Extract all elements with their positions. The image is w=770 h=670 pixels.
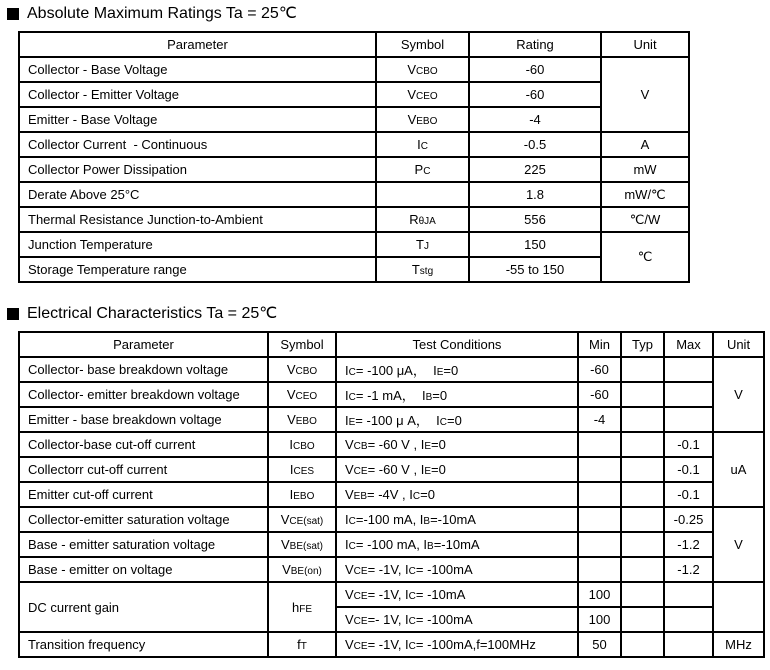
table-cell: PC [376,157,469,182]
subscript: C [408,616,416,627]
table-cell: Collectorr cut-off current [19,457,268,482]
table-cell: VCEO [268,382,336,407]
subscript: BE(on) [290,566,322,577]
table-cell: fT [268,632,336,657]
subscript: C [348,392,356,403]
electrical-characteristics-table [18,331,765,658]
subscript: B [423,516,431,527]
table-row [19,257,689,282]
table-row [19,482,764,507]
table-cell: Collector-emitter saturation voltage [19,507,268,532]
table-cell: VCE= -60 V , IE=0 [336,457,578,482]
table-cell: Tstg [376,257,469,282]
table-cell [578,532,621,557]
subscript: CEO [295,391,318,402]
table-cell: -4 [469,107,601,132]
table-cell: Junction Temperature [19,232,376,257]
column-header: Parameter [19,332,268,357]
table-row [19,232,689,257]
subscript: B [427,541,434,552]
table-cell: -0.25 [664,507,713,532]
table-cell: -1.2 [664,557,713,582]
subscript: E [424,466,431,477]
table-cell: VEB= -4V , IC=0 [336,482,578,507]
subscript: CE [353,466,368,477]
table-row [19,457,764,482]
table-cell: ℃/W [601,207,689,232]
subscript: C [348,367,356,378]
table-cell: IC= -100 mA, IB=-10mA [336,532,578,557]
table-cell: 50 [578,632,621,657]
table-cell: Transition frequency [19,632,268,657]
black-square-bullet-icon [7,8,19,20]
table-cell: Emitter - base breakdown voltage [19,407,268,432]
subscript: C [408,566,416,577]
table-cell [621,357,664,382]
column-header: Rating [469,32,601,57]
subscript: CBO [295,366,318,377]
subscript: C [439,417,447,428]
table-cell: ℃ [601,232,689,282]
table-cell: VCEO [376,82,469,107]
subscript: C [420,141,428,152]
column-header: Parameter [19,32,376,57]
table-row [19,432,764,457]
table-cell [376,182,469,207]
table-cell [713,582,764,632]
table-cell [578,432,621,457]
column-header: Symbol [376,32,469,57]
table-cell [621,607,664,632]
table-cell [621,532,664,557]
table-cell: VBE(on) [268,557,336,582]
table-cell: MHz [713,632,764,657]
subscript: E [436,367,444,378]
table-cell: VCE= -1V, IC= -100mA,f=100MHz [336,632,578,657]
column-header: Symbol [268,332,336,357]
table-cell: 100 [578,582,621,607]
subscript: B [425,392,433,403]
table-cell [621,382,664,407]
header-row [19,32,689,57]
black-square-bullet-icon [7,308,19,320]
table-cell: 556 [469,207,601,232]
table-row [19,207,689,232]
table-cell [578,457,621,482]
table-cell [621,582,664,607]
absolute-maximum-ratings-table [18,31,690,283]
subscript: θJA [418,216,436,227]
table-cell: ICBO [268,432,336,457]
table-cell [664,357,713,382]
subscript: CE [353,591,368,602]
table-cell: VCE(sat) [268,507,336,532]
table-cell [664,382,713,407]
table-cell: Base - emitter saturation voltage [19,532,268,557]
subscript: C [348,516,356,527]
table-cell: VCE= -1V, IC= -10mA [336,582,578,607]
table-row [19,357,764,382]
table-cell: uA [713,432,764,507]
column-header: Unit [713,332,764,357]
table-row [19,57,689,82]
table-row [19,107,689,132]
table-row [19,157,689,182]
subscript: E [348,417,356,428]
table-cell: Derate Above 25°C [19,182,376,207]
subscript: C [408,641,416,652]
table-row [19,382,764,407]
subscript: EB [353,491,368,502]
subscript: J [423,241,429,252]
subscript: C [408,591,416,602]
table-cell [621,507,664,532]
table-cell: Storage Temperature range [19,257,376,282]
table-row [19,182,689,207]
table-cell [578,507,621,532]
table-cell: DC current gain [19,582,268,632]
table-cell [664,407,713,432]
subscript: EBO [293,491,315,502]
subscript: CE(sat) [289,516,324,527]
table-cell: V [601,57,689,132]
table-cell: Collector Power Dissipation [19,157,376,182]
column-header: Test Conditions [336,332,578,357]
table-cell: -4 [578,407,621,432]
section-title-absolute-maximum-ratings [7,5,770,23]
table-cell: mW/℃ [601,182,689,207]
table-row [19,532,764,557]
column-header: Max [664,332,713,357]
table-cell: VCB= -60 V , IE=0 [336,432,578,457]
table-cell: Base - emitter on voltage [19,557,268,582]
table-cell: RθJA [376,207,469,232]
column-header: Unit [601,32,689,57]
table-cell: -55 to 150 [469,257,601,282]
table-cell [578,557,621,582]
subscript: CEO [416,91,438,102]
table-cell: VEBO [376,107,469,132]
table-cell: -0.1 [664,457,713,482]
table-cell: IC= -100 μA， IE=0 [336,357,578,382]
subscript: EBO [416,116,438,127]
section-title-text: Absolute Maximum Ratings Ta = 25℃ [27,5,297,22]
table-cell: IC= -1 mA， IB=0 [336,382,578,407]
table-cell [664,632,713,657]
section-title-text: Electrical Characteristics Ta = 25℃ [27,305,278,322]
subscript: CB [353,441,368,452]
subscript: CBO [292,441,315,452]
table-row [19,407,764,432]
table-cell [621,632,664,657]
table-cell: 100 [578,607,621,632]
table-cell: ICES [268,457,336,482]
table-cell [621,482,664,507]
table-cell: -0.5 [469,132,601,157]
table-cell [621,557,664,582]
subscript: CES [293,466,315,477]
table-row [19,82,689,107]
table-cell: VCE= -1V, IC= -100mA [336,557,578,582]
table-row [19,632,764,657]
subscript: CBO [416,66,438,77]
table-cell: VCE=- 1V, IC= -100mA [336,607,578,632]
table-cell: Emitter - Base Voltage [19,107,376,132]
table-cell: 150 [469,232,601,257]
subscript: FE [299,603,312,615]
table-row [19,507,764,532]
table-cell: -60 [469,82,601,107]
table-cell: IE= -100 μ A， IC=0 [336,407,578,432]
table-cell: -0.1 [664,482,713,507]
subscript: stg [419,266,434,277]
subscript: T [300,641,307,652]
table-cell: Emitter cut-off current [19,482,268,507]
column-header: Min [578,332,621,357]
table-cell: Collector - Base Voltage [19,57,376,82]
table-cell: 225 [469,157,601,182]
subscript: E [424,441,431,452]
subscript: C [423,166,431,177]
table-cell [578,482,621,507]
table-cell: VCBO [268,357,336,382]
table-cell: Collector-base cut-off current [19,432,268,457]
table-cell: VCBO [376,57,469,82]
table-cell: Collector Current - Continuous [19,132,376,157]
header-row [19,332,764,357]
table-cell: hFE [268,582,336,632]
table-cell: Collector- base breakdown voltage [19,357,268,382]
table-cell: IC [376,132,469,157]
table-cell: TJ [376,232,469,257]
table-cell: Collector - Emitter Voltage [19,82,376,107]
table-cell: -0.1 [664,432,713,457]
table-cell: IEBO [268,482,336,507]
subscript: CE [353,566,368,577]
table-cell: 1.8 [469,182,601,207]
table-cell: VBE(sat) [268,532,336,557]
table-cell: -60 [578,382,621,407]
subscript: CE [353,641,368,652]
table-cell: IC=-100 mA, IB=-10mA [336,507,578,532]
table-cell: -60 [469,57,601,82]
subscript: C [348,541,356,552]
table-cell [621,432,664,457]
table-cell [664,582,713,607]
table-cell: -1.2 [664,532,713,557]
subscript: BE(sat) [289,541,323,552]
table-cell [621,457,664,482]
table-cell: V [713,507,764,582]
table-cell [621,407,664,432]
table-row [19,557,764,582]
table-cell: Collector- emitter breakdown voltage [19,382,268,407]
table-cell: Thermal Resistance Junction-to-Ambient [19,207,376,232]
subscript: C [412,491,421,502]
table-cell: mW [601,157,689,182]
table-cell: -60 [578,357,621,382]
table-cell: V [713,357,764,432]
table-row [19,582,764,607]
table-cell [664,607,713,632]
subscript: CE [353,616,368,627]
subscript: EBO [295,416,317,427]
table-row [19,132,689,157]
table-cell: A [601,132,689,157]
section-title-electrical-characteristics [7,305,770,323]
column-header: Typ [621,332,664,357]
table-cell: VEBO [268,407,336,432]
